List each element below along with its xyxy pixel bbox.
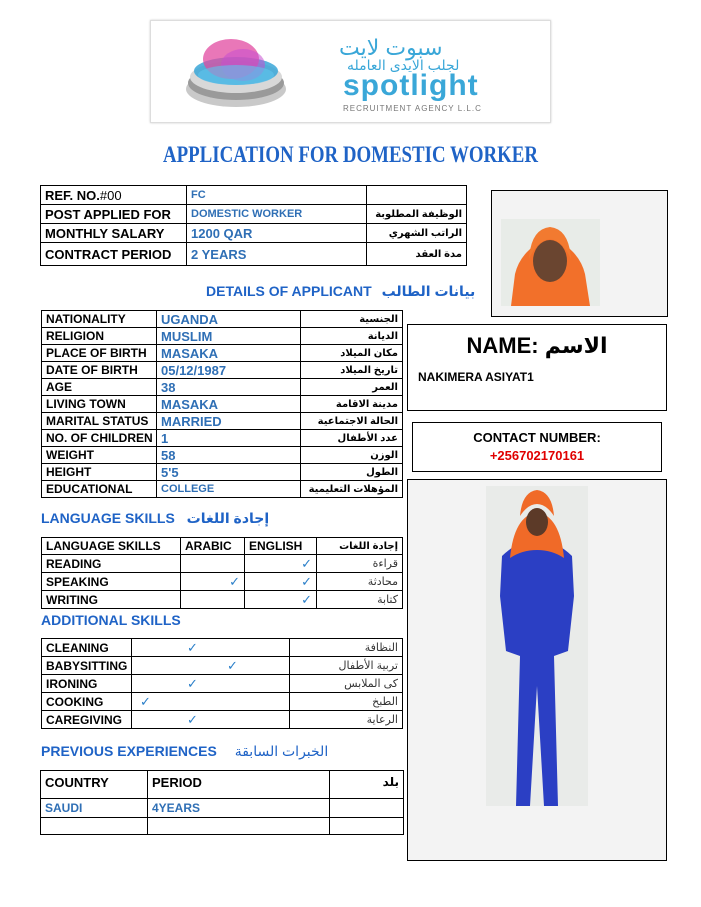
name-label: NAME: <box>466 333 539 358</box>
details-row <box>42 379 403 396</box>
spotlight-logo-icon <box>181 31 291 113</box>
detail-value: MUSLIM <box>157 328 301 345</box>
experience-heading-ar: الخبرات السابقة <box>234 743 329 759</box>
exp-header-ar: بلد <box>330 771 404 799</box>
detail-value: MASAKA <box>157 396 301 413</box>
detail-value: 1 <box>157 430 301 447</box>
skill-row <box>42 639 403 657</box>
detail-arabic: العمر <box>301 379 403 396</box>
skill-check-icon: ✓ <box>132 693 290 711</box>
language-skill-arabic: كتابة <box>317 591 403 609</box>
detail-arabic: الديانة <box>301 328 403 345</box>
detail-value: 58 <box>157 447 301 464</box>
detail-label: RELIGION <box>42 328 157 345</box>
language-heading <box>41 510 269 527</box>
detail-label: AGE <box>42 379 157 396</box>
skill-arabic: الرعاية <box>290 711 403 729</box>
details-row <box>42 413 403 430</box>
detail-label: WEIGHT <box>42 447 157 464</box>
details-row <box>42 481 403 498</box>
language-heading-ar: إجادة اللغات <box>186 510 270 526</box>
name-label-ar: الاسم <box>544 333 608 358</box>
ref-code: FC <box>187 186 367 205</box>
skill-arabic: الطبخ <box>290 693 403 711</box>
experience-heading-en: PREVIOUS EXPERIENCES <box>41 743 217 759</box>
contract-value: 2 YEARS <box>187 243 367 266</box>
skill-arabic: تربية الأطفال <box>290 657 403 675</box>
detail-label: HEIGHT <box>42 464 157 481</box>
experience-table <box>40 770 404 835</box>
detail-label: PLACE OF BIRTH <box>42 345 157 362</box>
language-row <box>42 573 403 591</box>
skill-check-icon: ✓ <box>132 639 290 657</box>
job-info-table <box>40 185 467 266</box>
english-check-icon: ✓ <box>245 573 317 591</box>
salary-arabic: الراتب الشهري <box>367 224 467 243</box>
detail-label: NO. OF CHILDREN <box>42 430 157 447</box>
lang-header-arabic: ARABIC <box>181 538 245 555</box>
skill-label: CLEANING <box>42 639 132 657</box>
skill-row <box>42 711 403 729</box>
ref-value: #00 <box>99 187 122 203</box>
lang-header-ar: إجادة اللغات <box>317 538 403 555</box>
experience-heading <box>41 743 328 760</box>
additional-skills-heading: ADDITIONAL SKILLS <box>41 612 181 628</box>
language-skill-label: SPEAKING <box>42 573 181 591</box>
logo-subtitle: RECRUITMENT AGENCY L.L.C <box>343 104 482 113</box>
detail-arabic: مدينة الاقامة <box>301 396 403 413</box>
detail-value: COLLEGE <box>157 481 301 498</box>
contract-label: CONTRACT PERIOD <box>41 243 187 266</box>
lang-header-english: ENGLISH <box>245 538 317 555</box>
portrait-photo-frame <box>491 190 668 317</box>
logo-arabic-name: سبوت لايت <box>339 35 443 60</box>
salary-value: 1200 QAR <box>187 224 367 243</box>
exp-country-value: SAUDI <box>41 799 148 818</box>
details-row <box>42 464 403 481</box>
details-row <box>42 430 403 447</box>
language-row <box>42 591 403 609</box>
detail-label: DATE OF BIRTH <box>42 362 157 379</box>
skill-label: CAREGIVING <box>42 711 132 729</box>
detail-arabic: عدد الأطفال <box>301 430 403 447</box>
contact-box <box>412 422 662 472</box>
exp-period-value: 4YEARS <box>148 799 330 818</box>
details-heading-en: DETAILS OF APPLICANT <box>206 283 372 299</box>
skill-check-icon: ✓ <box>132 711 290 729</box>
detail-value: 05/12/1987 <box>157 362 301 379</box>
language-skill-label: WRITING <box>42 591 181 609</box>
applicant-details-table <box>41 310 403 498</box>
detail-arabic: المؤهلات التعليمية <box>301 481 403 498</box>
exp-header-country: COUNTRY <box>41 771 148 799</box>
skill-arabic: النظافة <box>290 639 403 657</box>
details-heading <box>206 283 475 300</box>
exp-header-period: PERIOD <box>148 771 330 799</box>
applicant-name: NAKIMERA ASIYAT1 <box>418 370 534 384</box>
english-check-icon: ✓ <box>245 555 317 573</box>
english-check-icon: ✓ <box>245 591 317 609</box>
detail-label: NATIONALITY <box>42 311 157 328</box>
details-row <box>42 362 403 379</box>
portrait-photo <box>501 219 600 306</box>
skill-check-icon: ✓ <box>132 657 290 675</box>
language-row <box>42 555 403 573</box>
contract-arabic: مدة العقد <box>367 243 467 266</box>
logo-arabic-sub: لجلب الايدى العامله <box>347 57 460 73</box>
full-body-photo-frame <box>407 479 667 861</box>
salary-label: MONTHLY SALARY <box>41 224 187 243</box>
arabic-check-icon: ✓ <box>181 573 245 591</box>
detail-arabic: الوزن <box>301 447 403 464</box>
post-label: POST APPLIED FOR <box>41 205 187 224</box>
post-value: DOMESTIC WORKER <box>187 205 367 224</box>
detail-value: 5'5 <box>157 464 301 481</box>
name-box <box>407 324 667 411</box>
skill-arabic: كى الملابس <box>290 675 403 693</box>
detail-label: LIVING TOWN <box>42 396 157 413</box>
skill-label: IRONING <box>42 675 132 693</box>
skill-row <box>42 675 403 693</box>
language-skills-table <box>41 537 403 609</box>
detail-label: EDUCATIONAL <box>42 481 157 498</box>
skill-row <box>42 693 403 711</box>
language-skill-label: READING <box>42 555 181 573</box>
details-heading-ar: بيانات الطالب <box>381 283 476 299</box>
detail-arabic: الطول <box>301 464 403 481</box>
details-row <box>42 328 403 345</box>
detail-value: MARRIED <box>157 413 301 430</box>
additional-skills-table <box>41 638 403 729</box>
detail-value: MASAKA <box>157 345 301 362</box>
language-skill-arabic: قراءة <box>317 555 403 573</box>
detail-label: MARITAL STATUS <box>42 413 157 430</box>
skill-row <box>42 657 403 675</box>
details-row <box>42 396 403 413</box>
detail-arabic: الجنسية <box>301 311 403 328</box>
full-body-photo <box>486 486 588 806</box>
detail-arabic: تاريخ الميلاد <box>301 362 403 379</box>
detail-arabic: الحالة الاجتماعية <box>301 413 403 430</box>
skill-label: COOKING <box>42 693 132 711</box>
arabic-check-icon <box>181 555 245 573</box>
detail-arabic: مكان الميلاد <box>301 345 403 362</box>
language-skill-arabic: محادثة <box>317 573 403 591</box>
details-row <box>42 345 403 362</box>
page-title: APPLICATION FOR DOMESTIC WORKER <box>163 142 538 167</box>
skill-label: BABYSITTING <box>42 657 132 675</box>
arabic-check-icon <box>181 591 245 609</box>
skill-check-icon: ✓ <box>132 675 290 693</box>
contact-label: CONTACT NUMBER: <box>473 430 601 445</box>
logo-name: spotlight <box>343 69 479 102</box>
post-arabic: الوظيفة المطلوبة <box>367 205 467 224</box>
ref-label: REF. NO. <box>45 187 100 203</box>
language-heading-en: LANGUAGE SKILLS <box>41 510 175 526</box>
detail-value: 38 <box>157 379 301 396</box>
company-logo <box>150 20 551 123</box>
detail-value: UGANDA <box>157 311 301 328</box>
details-row <box>42 311 403 328</box>
lang-header-skill: LANGUAGE SKILLS <box>42 538 181 555</box>
contact-number: +256702170161 <box>489 448 585 463</box>
details-row <box>42 447 403 464</box>
